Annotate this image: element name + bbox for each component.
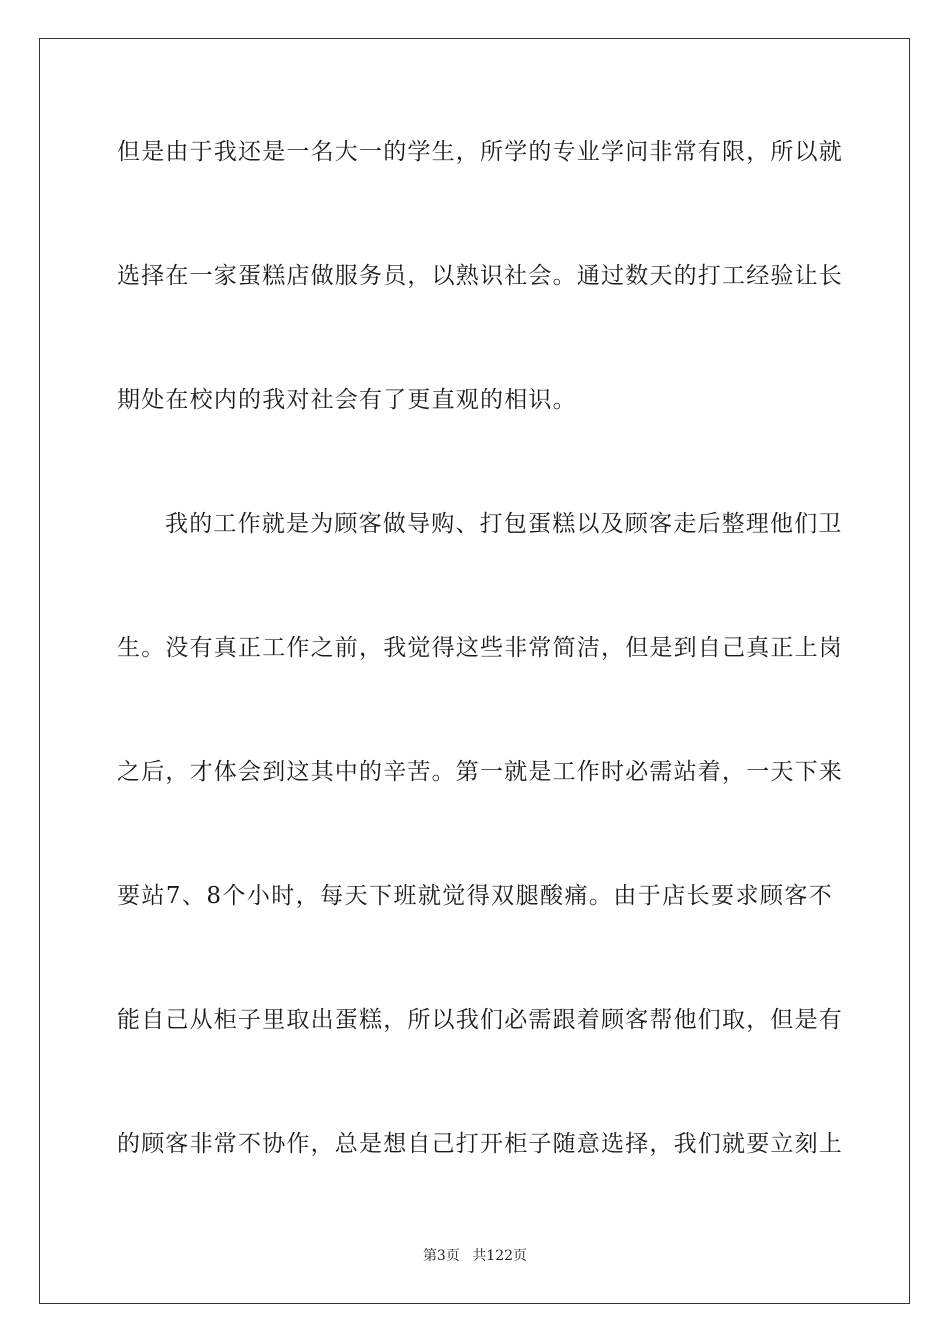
page-footer: [0, 1247, 950, 1265]
paragraph-line: 我的工作就是为顾客做导购、打包蛋糕以及顾客走后整理他们卫: [165, 511, 843, 537]
paragraph-line: 能自己从柜子里取出蛋糕，所以我们必需跟着顾客帮他们取，但是有: [117, 1007, 843, 1033]
paragraph-line: 的顾客非常不协作，总是想自己打开柜子随意选择，我们就要立刻上: [117, 1131, 843, 1157]
paragraph-line: 选择在一家蛋糕店做服务员，以熟识社会。通过数天的打工经验让长: [117, 263, 843, 289]
paragraph-line: 期处在校内的我对社会有了更直观的相识。: [117, 387, 577, 413]
paragraph-line: 但是由于我还是一名大一的学生，所学的专业学问非常有限，所以就: [117, 139, 843, 165]
paragraph-line: 之后，才体会到这其中的辛苦。第一就是工作时必需站着，一天下来: [117, 759, 843, 785]
page-total: 共122页: [472, 1248, 528, 1264]
paragraph-line: 生。没有真正工作之前，我觉得这些非常简洁，但是到自己真正上岗: [117, 635, 843, 661]
paragraph-line: 要站7、8个小时，每天下班就觉得双腿酸痛。由于店长要求顾客不: [117, 883, 833, 909]
page-border: [39, 38, 910, 1304]
page-number: 第3页: [422, 1248, 460, 1264]
